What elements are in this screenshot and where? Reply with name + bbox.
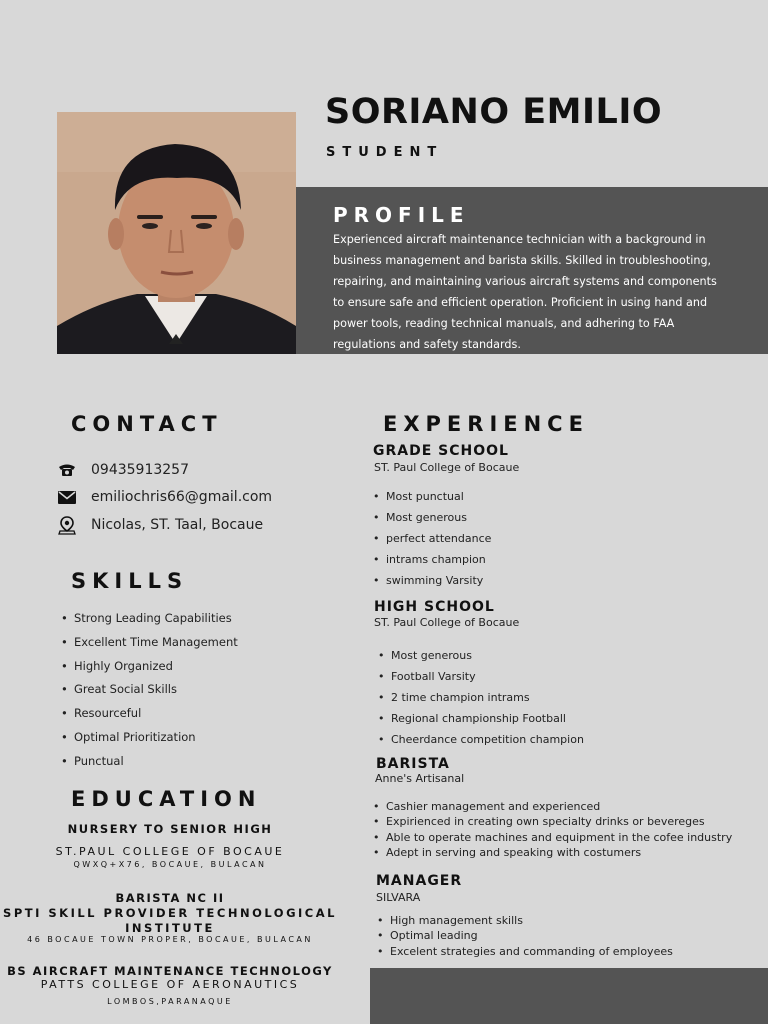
experience-org-4: SILVARA [376,891,421,904]
experience-item: • Most generous [373,507,491,528]
skills-heading: SKILLS [71,569,189,593]
contact-address [57,516,263,534]
profile-heading: PROFILE [333,203,470,227]
experience-list-3 [373,799,732,860]
skill-item: • Punctual [61,750,238,774]
experience-title-2: HIGH SCHOOL [374,599,495,615]
skill-item: • Strong Leading Capabilities [61,607,238,631]
education-heading-3: BS AIRCRAFT MAINTENANCE TECHNOLOGY [7,964,333,978]
experience-title-1: GRADE SCHOOL [373,443,509,459]
education-address-1: QWXQ+X76, BOCAUE, BULACAN [73,860,267,869]
education-heading-1: NURSERY TO SENIOR HIGH [67,822,273,836]
experience-item: • Regional championship Football [378,708,584,729]
experience-org-1: ST. Paul College of Bocaue [374,461,520,474]
experience-item: • High management skills [377,913,673,928]
experience-org-3: Anne's Artisanal [375,772,465,785]
experience-item: • Able to operate machines and equipment in the cofee industry [373,830,732,845]
profile-text: Experienced aircraft maintenance technician with a background in business management and barista skills. Skilled in troubleshooting, repairing, and maintaining various aircraft systems and components to ensure safe and efficient operation. Proficient in using hand and power tools, reading technical manuals, and adhering to FAA regulations and safety standards. [333,233,717,351]
experience-list-2 [378,645,584,750]
education-address-2: 46 BOCAUE TOWN PROPER, BOCAUE, BULACAN [27,935,313,944]
experience-item: • Most generous [378,645,584,666]
person-name: SORIANO EMILIO [325,92,663,132]
skill-item: • Great Social Skills [61,678,238,702]
education-heading-2: BARISTA NC II [115,891,225,905]
location-icon [57,516,77,534]
experience-item: • Optimal leading [377,928,673,943]
email-address: emiliochris66@gmail.com [91,489,273,505]
skill-item: • Excellent Time Management [61,631,238,655]
experience-org-2: ST. Paul College of Bocaue [374,616,520,629]
contact-heading: CONTACT [71,412,223,436]
education-school-3: PATTS COLLEGE OF AERONAUTICS [40,978,300,991]
experience-item: • Most punctual [373,486,491,507]
profile-photo [57,112,296,354]
skill-item: • Resourceful [61,702,238,726]
experience-item: • Expirienced in creating own specialty drinks or bevereges [373,814,732,829]
skill-item: • Optimal Prioritization [61,726,238,750]
experience-title-4: MANAGER [376,873,463,889]
education-school-1: ST.PAUL COLLEGE OF BOCAUE [55,845,285,858]
experience-item: • Excelent strategies and commanding of employees [377,944,673,959]
skills-list [61,607,238,774]
skill-item: • Highly Organized [61,655,238,679]
phone-number: 09435913257 [91,462,189,478]
person-role: STUDENT [326,145,444,160]
contact-phone[interactable] [57,461,189,479]
education-school-2: SPTI SKILL PROVIDER TECHNOLOGICAL INSTITUTE [3,906,337,935]
footer-panel [370,968,768,1024]
education-address-3: LOMBOS,PARANAQUE [107,997,233,1006]
experience-item: • perfect attendance [373,528,491,549]
mail-icon [57,488,77,506]
contact-email[interactable] [57,488,272,506]
education-heading: EDUCATION [71,787,262,811]
experience-item: • Cashier management and experienced [373,799,732,814]
experience-item: • Football Varsity [378,666,584,687]
experience-item: • Adept in serving and speaking with costumers [373,845,732,860]
experience-item: • 2 time champion intrams [378,687,584,708]
address-text: Nicolas, ST. Taal, Bocaue [91,517,264,533]
phone-icon [57,461,77,479]
experience-item: • Cheerdance competition champion [378,729,584,750]
experience-heading: EXPERIENCE [383,412,589,436]
experience-list-1 [373,486,491,591]
experience-title-3: BARISTA [376,756,450,772]
experience-list-4 [377,913,673,959]
experience-item: • intrams champion [373,549,491,570]
experience-item: • swimming Varsity [373,570,491,591]
